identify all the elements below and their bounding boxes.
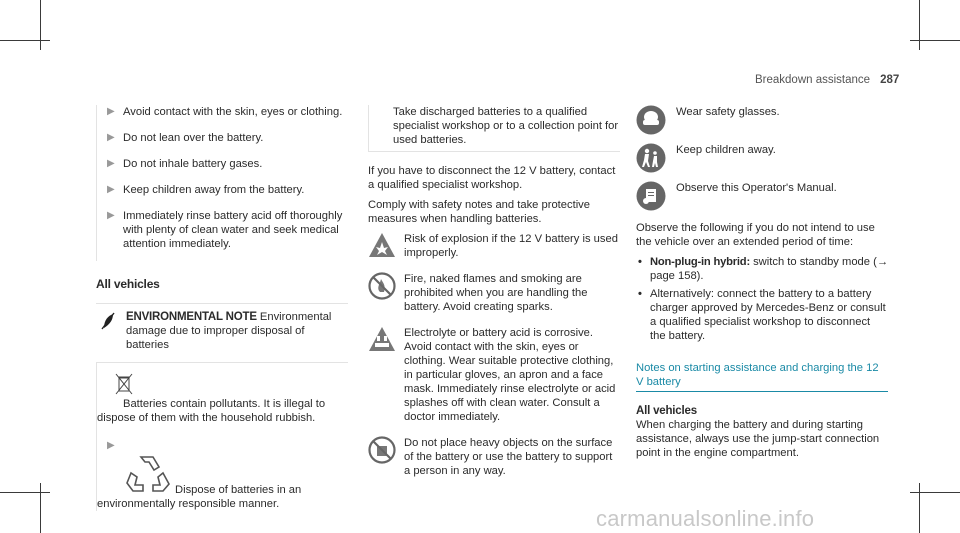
crop-mark [910,492,960,493]
warning-row: Fire, naked flames and smoking are prohibited when you are handling the battery. Avoid creating sparks. [368,272,620,314]
column-3 [636,105,888,466]
page-header [755,74,899,86]
crop-mark [919,0,920,50]
disposal-text: Batteries contain pollutants. It is illegal to dispose of them with the household rubbish. [97,398,326,424]
crop-mark [0,40,50,41]
environment-icon [100,312,116,330]
keep-children-away-icon [636,143,666,173]
list-item: • Non-plug-in hybrid: switch to standby mode (→ page 158). [638,256,889,282]
environmental-note [96,303,348,363]
paragraph: Comply with safety notes and take protective measures when handling batteries. [368,199,590,225]
step: ▶ Keep children away from the battery. [107,184,305,196]
section-heading-link[interactable]: Notes on starting assistance and charging the 12 V battery [636,361,888,392]
explosion-warning-icon [368,232,396,258]
crop-mark [919,483,920,533]
crop-mark [0,492,50,493]
recycle-box [96,437,348,511]
arrow-icon: ▶ [107,106,115,117]
section-title: Breakdown assistance [755,74,871,86]
step: ▶ Immediately rinse battery acid off thoroughly with plenty of clean water and seek medical attention immediately. [107,210,343,250]
steps-box [96,105,348,261]
warning-row: Electrolyte or battery acid is corrosive. Avoid contact with the skin, eyes or clothing. Wear suitable protective clothing, in particular gloves, an apron and a face mask. Immediately rinse electrolyte or acid splashes off with clean water. Consult a doctor immediately. [368,326,620,424]
no-fire-icon [368,272,396,300]
crop-mark [40,483,41,533]
corrosive-warning-icon [368,326,396,352]
warning-row: Risk of explosion if the 12 V battery is used improperly. [368,232,620,260]
env-note-text: Environmental damage due to improper disposal of batteries [126,311,332,351]
step: ▶ Do not inhale battery gases. [107,158,263,170]
list-item: • Alternatively: connect the battery to a battery charger approved by Mercedes-Benz or consult a qualified specialist workshop to disconnect the battery. [638,288,886,342]
column-1 [96,105,348,517]
symbol-row: Observe this Operator's Manual. [636,181,888,209]
crop-mark [40,0,41,50]
warning-row: Do not place heavy objects on the surface of the battery or use the battery to support a person in any way. [368,436,620,478]
arrow-icon: ▶ [107,132,115,143]
top-note: Take discharged batteries to a qualified specialist workshop or to a collection point for used batteries. [393,106,619,146]
paragraph: If you have to disconnect the 12 V battery, contact a qualified specialist workshop. [368,165,616,191]
operators-manual-icon [636,181,666,211]
no-heavy-objects-icon [368,436,396,464]
bullet-label: Non-plug-in hybrid: [650,256,750,268]
crossed-bin-icon [115,373,133,395]
arrow-icon: ▶ [107,210,115,221]
safety-glasses-icon [636,105,666,135]
crop-mark [910,40,960,41]
arrow-icon: ▶ [107,184,115,195]
step: ▶ Do not lean over the battery. [107,132,264,144]
page-number: 287 [880,74,900,86]
recycle-text: Dispose of batteries in an environmentally responsible manner. [97,484,302,510]
sub-heading: All vehicles [636,405,697,417]
column-2 [368,105,620,490]
body-text: When charging the battery and during starting assistance, always use the jump-start connection point in the engine compartment. [636,419,880,459]
env-note-title: ENVIRONMENTAL NOTE [126,311,257,323]
arrow-icon: ▶ [107,440,115,451]
watermark: carmanualsonline.info [596,506,815,531]
symbol-row: Wear safety glasses. [636,105,888,133]
top-note-box [368,105,620,152]
intro-text: Observe the following if you do not intend to use the vehicle over an extended period of time: [636,222,875,248]
disposal-box [96,363,348,437]
symbol-row: Keep children away. [636,143,888,171]
section-heading: All vehicles [96,277,160,291]
step: ▶ Avoid contact with the skin, eyes or clothing. [107,106,343,118]
arrow-icon: ▶ [107,158,115,169]
